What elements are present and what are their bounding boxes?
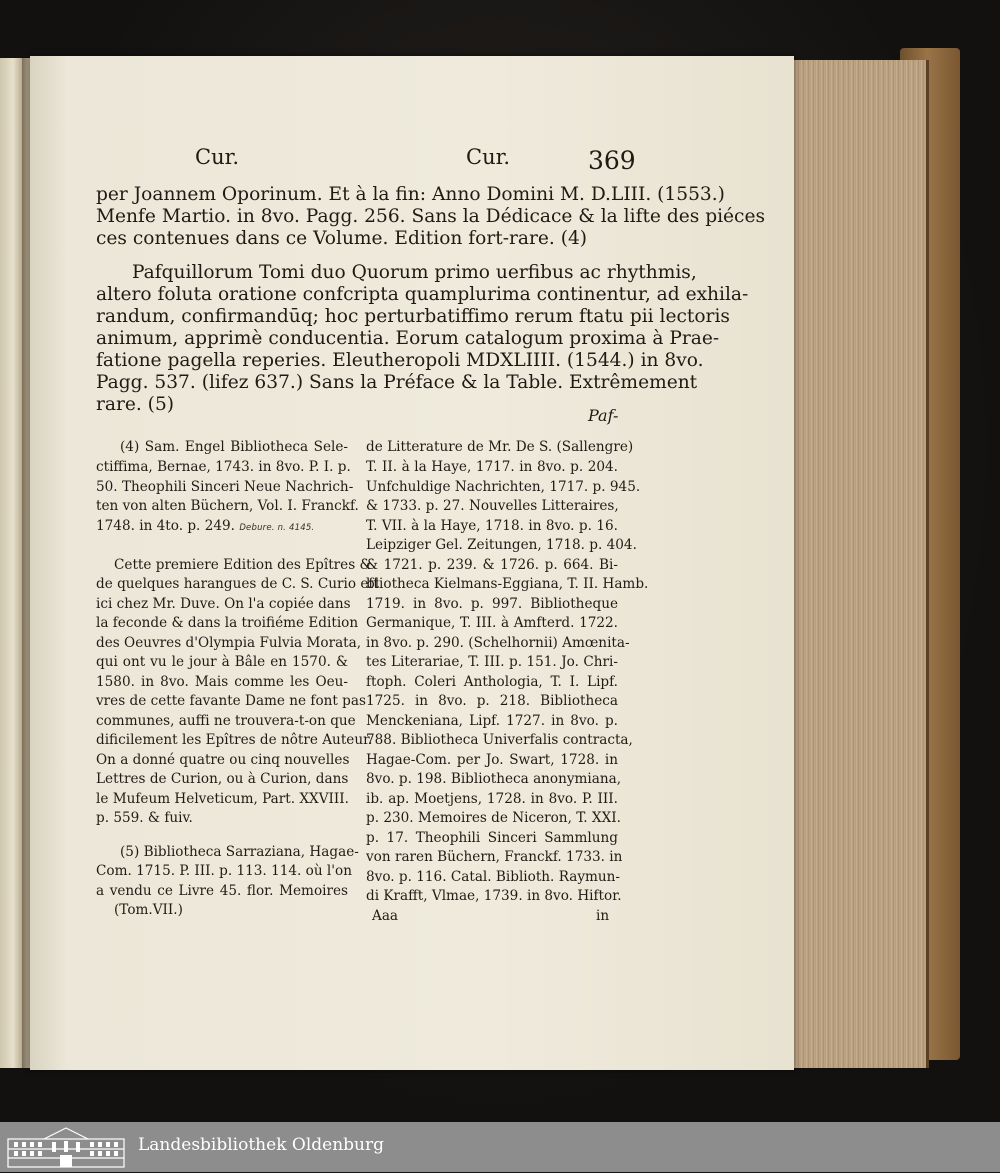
- note-line: ftoph. Coleri Anthologia, T. I. Lipf.: [366, 674, 618, 690]
- note-line: in 8vo. p. 290. (Schelhornii) Amœnita-: [366, 635, 630, 651]
- note-line: 8vo. p. 116. Catal. Biblioth. Raymun-: [366, 869, 621, 885]
- note-line: 788. Bibliotheca Univerfalis contracta,: [366, 732, 633, 748]
- note-line: de quelques harangues de C. S. Curio eft: [96, 576, 379, 592]
- note-line: bliotheca Kielmans-Eggiana, T. II. Hamb.: [366, 576, 649, 592]
- note-line: Menckeniana, Lipf. 1727. in 8vo. p.: [366, 713, 618, 729]
- note-line: a vendu ce Livre 45. flor. Memoires: [96, 883, 348, 899]
- note-line: tes Literariae, T. III. p. 151. Jo. Chri-: [366, 654, 618, 670]
- gathering-signature: Aaa: [372, 908, 399, 924]
- note-line: Hagae-Com. per Jo. Swart, 1728. in: [366, 752, 618, 768]
- note-line: & 1733. p. 27. Nouvelles Litteraires,: [366, 498, 619, 514]
- note-line: 8vo. p. 198. Bibliotheca anonymiana,: [366, 771, 622, 787]
- note-line: T. II. à la Haye, 1717. in 8vo. p. 204.: [366, 459, 618, 475]
- library-name: Landesbibliothek Oldenburg: [138, 1135, 385, 1155]
- entry1-line: ces contenues dans ce Volume. Edition fort-rare. (4): [96, 228, 588, 249]
- note-line: p. 559. & fuiv.: [96, 810, 193, 826]
- note-line: des Oeuvres d'Olympia Fulvia Morata,: [96, 635, 362, 651]
- note-line: von raren Büchern, Franckf. 1733. in: [366, 849, 623, 865]
- note-line: de Litterature de Mr. De S. (Sallengre): [366, 439, 634, 455]
- volume-signature: (Tom.VII.): [114, 902, 183, 918]
- running-head-center: Cur.: [466, 145, 510, 169]
- note-line: le Mufeum Helveticum, Part. XXVIII.: [96, 791, 349, 807]
- catchword-notes: in: [596, 908, 610, 924]
- note-line: ten von alten Büchern, Vol. I. Franckf.: [96, 498, 359, 514]
- note-line: p. 230. Memoires de Niceron, T. XXI.: [366, 810, 621, 826]
- entry2-line: Pagg. 537. (lifez 637.) Sans la Préface & la Table. Extrêmement: [96, 372, 698, 393]
- entry2-line: fatione pagella reperies. Eleutheropoli MDXLIIII. (1544.) in 8vo.: [96, 350, 704, 371]
- note-line: [96, 517, 348, 539]
- catchword: Paf-: [588, 406, 619, 425]
- note-line: communes, auffi ne trouvera-t-on que: [96, 713, 356, 729]
- note-line: la feconde & dans la troifiéme Edition: [96, 615, 359, 631]
- note-line: On a donné quatre ou cinq nouvelles: [96, 752, 350, 768]
- note-line: & 1721. p. 239. & 1726. p. 664. Bi-: [366, 557, 618, 573]
- note-line: Leipziger Gel. Zeitungen, 1718. p. 404.: [366, 537, 637, 553]
- note-line: 1725. in 8vo. p. 218. Bibliotheca: [366, 693, 618, 709]
- entry2-line: randum, confirmandūq; hoc perturbatiffimo rerum ftatu pii lectoris: [96, 306, 730, 327]
- note-line: qui ont vu le jour à Bâle en 1570. &: [96, 654, 348, 670]
- note-line: 1580. in 8vo. Mais comme les Oeu-: [96, 674, 348, 690]
- left-page-edge: [0, 58, 23, 1068]
- note-line: Lettres de Curion, ou à Curion, dans: [96, 771, 349, 787]
- library-building-icon: [4, 1125, 128, 1169]
- footer-bar: [0, 1122, 1000, 1172]
- entry2-line: Pafquillorum Tomi duo Quorum primo uerfibus ac rhythmis,: [132, 262, 697, 283]
- note-line: dificilement les Epîtres de nôtre Auteur.: [96, 732, 373, 748]
- page-block-edge: [790, 60, 929, 1068]
- note-line: 1719. in 8vo. p. 997. Bibliotheque: [366, 596, 618, 612]
- handwritten-annotation: Debure. n. 4145.: [239, 523, 315, 533]
- note-text: 1748. in 4to. p. 249.: [96, 518, 235, 534]
- entry2-line: altero foluta oratione confcripta quamplurima continentur, ad exhila-: [96, 284, 749, 305]
- note-line: Unfchuldige Nachrichten, 1717. p. 945.: [366, 479, 641, 495]
- entry1-line: Menfe Martio. in 8vo. Pagg. 256. Sans la Dédicace & la lifte des piéces: [96, 206, 766, 227]
- entry1-line: per Joannem Oporinum. Et à la fin: Anno Domini M. D.LIII. (1553.): [96, 184, 725, 205]
- note-line: Com. 1715. P. III. p. 113. 114. où l'on: [96, 863, 352, 879]
- note-line: Cette premiere Edition des Epîtres &: [114, 557, 372, 573]
- running-head-left: Cur.: [195, 145, 239, 169]
- note-line: di Krafft, Vlmae, 1739. in 8vo. Hiftor.: [366, 888, 622, 904]
- note-line: (4) Sam. Engel Bibliotheca Sele-: [120, 439, 348, 455]
- note-line: (5) Bibliotheca Sarraziana, Hagae-: [120, 844, 359, 860]
- entry2-line: rare. (5): [96, 394, 175, 415]
- note-line: T. VII. à la Haye, 1718. in 8vo. p. 16.: [366, 518, 618, 534]
- note-line: ctiffima, Bernae, 1743. in 8vo. P. I. p.: [96, 459, 351, 475]
- note-line: p. 17. Theophili Sinceri Sammlung: [366, 830, 618, 846]
- page-number: 369: [588, 146, 636, 175]
- note-line: ib. ap. Moetjens, 1728. in 8vo. P. III.: [366, 791, 618, 807]
- note-line: Germanique, T. III. à Amfterd. 1722.: [366, 615, 618, 631]
- entry2-line: animum, apprimè conducentia. Eorum catalogum proxima à Prae-: [96, 328, 720, 349]
- note-line: ici chez Mr. Duve. On l'a copiée dans: [96, 596, 351, 612]
- note-line: vres de cette favante Dame ne font pas: [96, 693, 366, 709]
- note-line: 50. Theophili Sinceri Neue Nachrich-: [96, 479, 354, 495]
